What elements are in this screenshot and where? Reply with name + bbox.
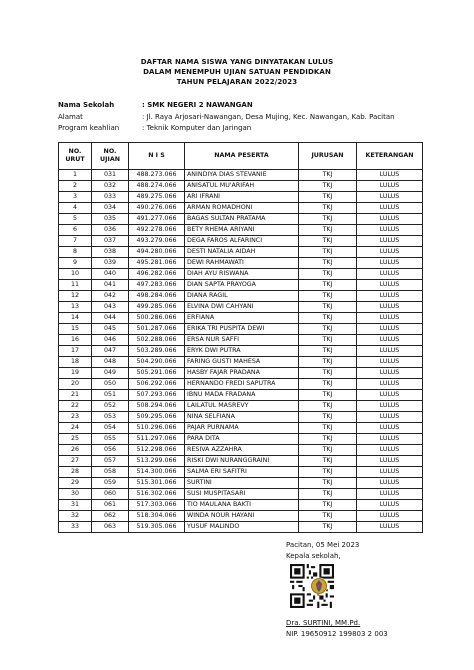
cell-jurusan: TKJ — [299, 269, 357, 280]
cell-no-ujian: 037 — [92, 236, 129, 247]
cell-nis: 511.297.066 — [129, 434, 185, 445]
header-no-ujian-line1: NO. — [103, 148, 117, 155]
cell-keterangan: LULUS — [357, 258, 423, 269]
cell-keterangan: LULUS — [357, 423, 423, 434]
cell-keterangan: LULUS — [357, 478, 423, 489]
cell-no-ujian: 033 — [92, 192, 129, 203]
cell-jurusan: TKJ — [299, 247, 357, 258]
table-row — [59, 258, 423, 269]
header-no-urut-line2: URUT — [65, 156, 85, 163]
cell-no-urut: 33 — [59, 522, 92, 533]
cell-jurusan: TKJ — [299, 368, 357, 379]
cell-keterangan: LULUS — [357, 489, 423, 500]
cell-no-urut: 20 — [59, 379, 92, 390]
cell-nis: 500.286.066 — [129, 313, 185, 324]
cell-jurusan: TKJ — [299, 291, 357, 302]
cell-keterangan: LULUS — [357, 247, 423, 258]
table-row — [59, 346, 423, 357]
table-row — [59, 313, 423, 324]
cell-nis: 490.276.066 — [129, 203, 185, 214]
cell-no-urut: 24 — [59, 423, 92, 434]
cell-keterangan: LULUS — [357, 225, 423, 236]
cell-keterangan: LULUS — [357, 456, 423, 467]
cell-nama: ARMAN ROMADHONI — [185, 203, 299, 214]
cell-nama: PAJAR PURNAMA — [185, 423, 299, 434]
cell-keterangan: LULUS — [357, 445, 423, 456]
title-line-3: TAHUN PELAJARAN 2022/2023 — [176, 78, 298, 86]
header-nama: NAMA PESERTA — [185, 143, 299, 170]
table-row — [59, 335, 423, 346]
cell-nis: 488.273.066 — [129, 170, 185, 181]
cell-nis: 516.302.066 — [129, 489, 185, 500]
table-row — [59, 445, 423, 456]
student-table — [58, 142, 423, 533]
cell-no-ujian: 051 — [92, 390, 129, 401]
table-row — [59, 456, 423, 467]
cell-nama: ANISATUL MU'ARIFAH — [185, 181, 299, 192]
cell-no-ujian: 047 — [92, 346, 129, 357]
cell-nis: 518.304.066 — [129, 511, 185, 522]
cell-no-ujian: 038 — [92, 247, 129, 258]
cell-keterangan: LULUS — [357, 401, 423, 412]
cell-no-urut: 32 — [59, 511, 92, 522]
cell-nama: DEWI RAHMAWATI — [185, 258, 299, 269]
cell-keterangan: LULUS — [357, 181, 423, 192]
cell-keterangan: LULUS — [357, 412, 423, 423]
cell-no-ujian: 056 — [92, 445, 129, 456]
cell-no-urut: 7 — [59, 236, 92, 247]
cell-nis: 506.292.066 — [129, 379, 185, 390]
document-title — [0, 57, 474, 87]
cell-keterangan: LULUS — [357, 170, 423, 181]
cell-keterangan: LULUS — [357, 346, 423, 357]
cell-no-ujian: 041 — [92, 280, 129, 291]
cell-no-ujian: 052 — [92, 401, 129, 412]
cell-jurusan: TKJ — [299, 412, 357, 423]
cell-no-ujian: 061 — [92, 500, 129, 511]
cell-jurusan: TKJ — [299, 203, 357, 214]
cell-no-urut: 6 — [59, 225, 92, 236]
cell-nama: FARING GUSTI MAHESA — [185, 357, 299, 368]
sign-place-date: Pacitan, 05 Mei 2023 — [286, 541, 360, 549]
table-row — [59, 489, 423, 500]
cell-jurusan: TKJ — [299, 214, 357, 225]
cell-no-ujian: 044 — [92, 313, 129, 324]
cell-nis: 493.279.066 — [129, 236, 185, 247]
cell-nis: 502.288.066 — [129, 335, 185, 346]
cell-nama: DEGA FAROS ALFARINCI — [185, 236, 299, 247]
cell-keterangan: LULUS — [357, 302, 423, 313]
cell-no-urut: 15 — [59, 324, 92, 335]
table-row — [59, 280, 423, 291]
table-row — [59, 291, 423, 302]
cell-jurusan: TKJ — [299, 302, 357, 313]
cell-nis: 508.294.066 — [129, 401, 185, 412]
cell-nama: BETY RHEMA ARIYANI — [185, 225, 299, 236]
cell-no-urut: 19 — [59, 368, 92, 379]
cell-nama: DIANA RAGIL — [185, 291, 299, 302]
sign-role: Kepala sekolah, — [286, 552, 341, 560]
cell-nis: 514.300.066 — [129, 467, 185, 478]
cell-no-urut: 14 — [59, 313, 92, 324]
cell-no-ujian: 060 — [92, 489, 129, 500]
table-row — [59, 236, 423, 247]
cell-no-ujian: 036 — [92, 225, 129, 236]
cell-keterangan: LULUS — [357, 390, 423, 401]
cell-jurusan: TKJ — [299, 181, 357, 192]
cell-jurusan: TKJ — [299, 324, 357, 335]
cell-nama: SALMA ERI SAFITRI — [185, 467, 299, 478]
cell-nama: ERIKA TRI PUSPITA DEWI — [185, 324, 299, 335]
table-row — [59, 390, 423, 401]
header-no-urut — [59, 143, 92, 170]
cell-no-ujian: 053 — [92, 412, 129, 423]
cell-nama: SUSI MUSPITASARI — [185, 489, 299, 500]
cell-nis: 501.287.066 — [129, 324, 185, 335]
cell-nis: 509.295.066 — [129, 412, 185, 423]
cell-jurusan: TKJ — [299, 192, 357, 203]
cell-no-urut: 23 — [59, 412, 92, 423]
cell-jurusan: TKJ — [299, 467, 357, 478]
cell-nama: HASBY FAJAR PRADANA — [185, 368, 299, 379]
cell-keterangan: LULUS — [357, 203, 423, 214]
cell-nama: TIO MAULANA BAKTI — [185, 500, 299, 511]
cell-jurusan: TKJ — [299, 313, 357, 324]
header-no-urut-line1: NO. — [68, 148, 82, 155]
cell-no-urut: 25 — [59, 434, 92, 445]
table-row — [59, 302, 423, 313]
cell-keterangan: LULUS — [357, 434, 423, 445]
cell-nama: DIAH AYU RISWANA — [185, 269, 299, 280]
cell-keterangan: LULUS — [357, 500, 423, 511]
cell-keterangan: LULUS — [357, 192, 423, 203]
cell-keterangan: LULUS — [357, 368, 423, 379]
cell-no-urut: 2 — [59, 181, 92, 192]
cell-jurusan: TKJ — [299, 346, 357, 357]
header-no-ujian-line2: UJIAN — [100, 156, 120, 163]
cell-nis: 505.291.066 — [129, 368, 185, 379]
cell-nama: NINA SELFIANA — [185, 412, 299, 423]
principal-name: Dra. SURTINI, MM.Pd. — [286, 619, 361, 627]
cell-jurusan: TKJ — [299, 522, 357, 533]
table-row — [59, 412, 423, 423]
cell-nama: RISKI DWI NURANGGRAINI — [185, 456, 299, 467]
cell-keterangan: LULUS — [357, 467, 423, 478]
cell-nis: 507.293.066 — [129, 390, 185, 401]
school-label: Nama Sekolah — [58, 101, 115, 109]
cell-no-urut: 29 — [59, 478, 92, 489]
cell-no-urut: 4 — [59, 203, 92, 214]
cell-no-urut: 3 — [59, 192, 92, 203]
cell-no-urut: 5 — [59, 214, 92, 225]
cell-nis: 498.284.066 — [129, 291, 185, 302]
cell-no-ujian: 035 — [92, 214, 129, 225]
cell-nama: ERFIANA — [185, 313, 299, 324]
cell-keterangan: LULUS — [357, 269, 423, 280]
cell-nama: WINDA NOUR HAYANI — [185, 511, 299, 522]
header-no-ujian — [92, 143, 129, 170]
cell-jurusan: TKJ — [299, 390, 357, 401]
cell-nama: BAGAS SULTAN PRATAMA — [185, 214, 299, 225]
cell-no-ujian: 039 — [92, 258, 129, 269]
cell-no-ujian: 032 — [92, 181, 129, 192]
cell-nama: IBNU MADA FRADANA — [185, 390, 299, 401]
cell-nama: ERSA NUR SAFFI — [185, 335, 299, 346]
cell-no-urut: 18 — [59, 357, 92, 368]
cell-no-urut: 11 — [59, 280, 92, 291]
cell-nama: RESIVA AZZAHRA — [185, 445, 299, 456]
cell-nis: 489.275.066 — [129, 192, 185, 203]
cell-no-ujian: 059 — [92, 478, 129, 489]
cell-jurusan: TKJ — [299, 423, 357, 434]
cell-no-urut: 31 — [59, 500, 92, 511]
table-row — [59, 170, 423, 181]
cell-no-urut: 26 — [59, 445, 92, 456]
cell-nis: 499.285.066 — [129, 302, 185, 313]
cell-keterangan: LULUS — [357, 280, 423, 291]
school-emblem-icon — [310, 577, 328, 595]
cell-no-ujian: 058 — [92, 467, 129, 478]
header-jurusan: JURUSAN — [299, 143, 357, 170]
table-row — [59, 225, 423, 236]
cell-jurusan: TKJ — [299, 434, 357, 445]
cell-jurusan: TKJ — [299, 511, 357, 522]
cell-nis: 491.277.066 — [129, 214, 185, 225]
cell-jurusan: TKJ — [299, 401, 357, 412]
table-row — [59, 368, 423, 379]
cell-jurusan: TKJ — [299, 280, 357, 291]
cell-no-ujian: 046 — [92, 335, 129, 346]
cell-jurusan: TKJ — [299, 258, 357, 269]
cell-keterangan: LULUS — [357, 357, 423, 368]
table-row — [59, 522, 423, 533]
cell-nama: LAILATUL MASREVY — [185, 401, 299, 412]
cell-nis: 495.281.066 — [129, 258, 185, 269]
cell-jurusan: TKJ — [299, 335, 357, 346]
cell-nis: 492.278.066 — [129, 225, 185, 236]
address-value: : Jl. Raya Arjosari-Nawangan, Desa Mujing, Kec. Nawangan, Kab. Pacitan — [142, 113, 395, 121]
cell-no-urut: 12 — [59, 291, 92, 302]
school-value: : SMK NEGERI 2 NAWANGAN — [142, 101, 253, 109]
cell-jurusan: TKJ — [299, 456, 357, 467]
cell-no-ujian: 050 — [92, 379, 129, 390]
table-row — [59, 478, 423, 489]
cell-nama: SURTINI — [185, 478, 299, 489]
cell-no-ujian: 063 — [92, 522, 129, 533]
cell-no-ujian: 034 — [92, 203, 129, 214]
cell-no-urut: 22 — [59, 401, 92, 412]
cell-no-ujian: 057 — [92, 456, 129, 467]
cell-keterangan: LULUS — [357, 511, 423, 522]
cell-nis: 510.296.066 — [129, 423, 185, 434]
title-line-2: DALAM MENEMPUH UJIAN SATUAN PENDIDKAN — [143, 68, 331, 76]
cell-keterangan: LULUS — [357, 335, 423, 346]
cell-keterangan: LULUS — [357, 313, 423, 324]
cell-no-urut: 1 — [59, 170, 92, 181]
cell-no-ujian: 045 — [92, 324, 129, 335]
cell-nis: 517.303.066 — [129, 500, 185, 511]
table-row — [59, 379, 423, 390]
cell-nama: ELVINA DWI CAHYANI — [185, 302, 299, 313]
table-row — [59, 500, 423, 511]
cell-nama: DESTI NATALIA AIDAH — [185, 247, 299, 258]
cell-no-urut: 21 — [59, 390, 92, 401]
table-row — [59, 324, 423, 335]
cell-keterangan: LULUS — [357, 291, 423, 302]
cell-no-urut: 27 — [59, 456, 92, 467]
cell-no-ujian: 040 — [92, 269, 129, 280]
cell-jurusan: TKJ — [299, 379, 357, 390]
cell-nis: 497.283.066 — [129, 280, 185, 291]
cell-jurusan: TKJ — [299, 170, 357, 181]
cell-no-ujian: 054 — [92, 423, 129, 434]
cell-no-urut: 30 — [59, 489, 92, 500]
cell-nis: 513.299.066 — [129, 456, 185, 467]
cell-jurusan: TKJ — [299, 478, 357, 489]
cell-no-ujian: 055 — [92, 434, 129, 445]
table-row — [59, 423, 423, 434]
program-label: Program keahlian — [58, 124, 120, 132]
cell-keterangan: LULUS — [357, 236, 423, 247]
cell-no-urut: 28 — [59, 467, 92, 478]
cell-nama: YUSUF MALINDO — [185, 522, 299, 533]
cell-nama: ANINDIYA DIAS STEVANIE — [185, 170, 299, 181]
cell-nis: 494.280.066 — [129, 247, 185, 258]
cell-no-urut: 9 — [59, 258, 92, 269]
cell-no-ujian: 048 — [92, 357, 129, 368]
cell-jurusan: TKJ — [299, 489, 357, 500]
principal-nip: NIP. 19650912 199803 2 003 — [286, 630, 388, 638]
cell-jurusan: TKJ — [299, 357, 357, 368]
header-keterangan: KETERANGAN — [357, 143, 423, 170]
table-row — [59, 467, 423, 478]
cell-no-urut: 13 — [59, 302, 92, 313]
table-row — [59, 203, 423, 214]
address-label: Alamat — [58, 113, 83, 121]
cell-nama: ERYK DWI PUTRA — [185, 346, 299, 357]
cell-nis: 504.290.066 — [129, 357, 185, 368]
table-row — [59, 269, 423, 280]
program-value: : Teknik Komputer dan Jaringan — [142, 124, 252, 132]
table-row — [59, 247, 423, 258]
table-row — [59, 511, 423, 522]
cell-no-ujian: 043 — [92, 302, 129, 313]
cell-nis: 503.289.066 — [129, 346, 185, 357]
cell-jurusan: TKJ — [299, 445, 357, 456]
cell-no-ujian: 062 — [92, 511, 129, 522]
cell-no-urut: 17 — [59, 346, 92, 357]
cell-keterangan: LULUS — [357, 324, 423, 335]
table-header-row — [59, 143, 423, 170]
table-row — [59, 181, 423, 192]
cell-nis: 512.298.066 — [129, 445, 185, 456]
cell-jurusan: TKJ — [299, 225, 357, 236]
title-line-1: DAFTAR NAMA SISWA YANG DINYATAKAN LULUS — [140, 58, 334, 66]
cell-keterangan: LULUS — [357, 522, 423, 533]
cell-no-urut: 8 — [59, 247, 92, 258]
cell-no-urut: 10 — [59, 269, 92, 280]
cell-nis: 488.274.066 — [129, 181, 185, 192]
cell-no-ujian: 049 — [92, 368, 129, 379]
cell-nis: 496.282.066 — [129, 269, 185, 280]
table-row — [59, 192, 423, 203]
cell-jurusan: TKJ — [299, 500, 357, 511]
cell-no-ujian: 031 — [92, 170, 129, 181]
cell-nama: ARI IFRANI — [185, 192, 299, 203]
cell-jurusan: TKJ — [299, 236, 357, 247]
cell-nama: HERNANDO FREDI SAPUTRA — [185, 379, 299, 390]
table-row — [59, 434, 423, 445]
table-row — [59, 357, 423, 368]
cell-nama: PARA DITA — [185, 434, 299, 445]
cell-keterangan: LULUS — [357, 214, 423, 225]
cell-keterangan: LULUS — [357, 379, 423, 390]
table-row — [59, 214, 423, 225]
header-nis: N I S — [129, 143, 185, 170]
table-body — [59, 170, 423, 533]
cell-nis: 519.305.066 — [129, 522, 185, 533]
table-row — [59, 401, 423, 412]
cell-no-ujian: 042 — [92, 291, 129, 302]
cell-nis: 515.301.066 — [129, 478, 185, 489]
cell-nama: DIAN SAPTA PRAYOGA — [185, 280, 299, 291]
cell-no-urut: 16 — [59, 335, 92, 346]
